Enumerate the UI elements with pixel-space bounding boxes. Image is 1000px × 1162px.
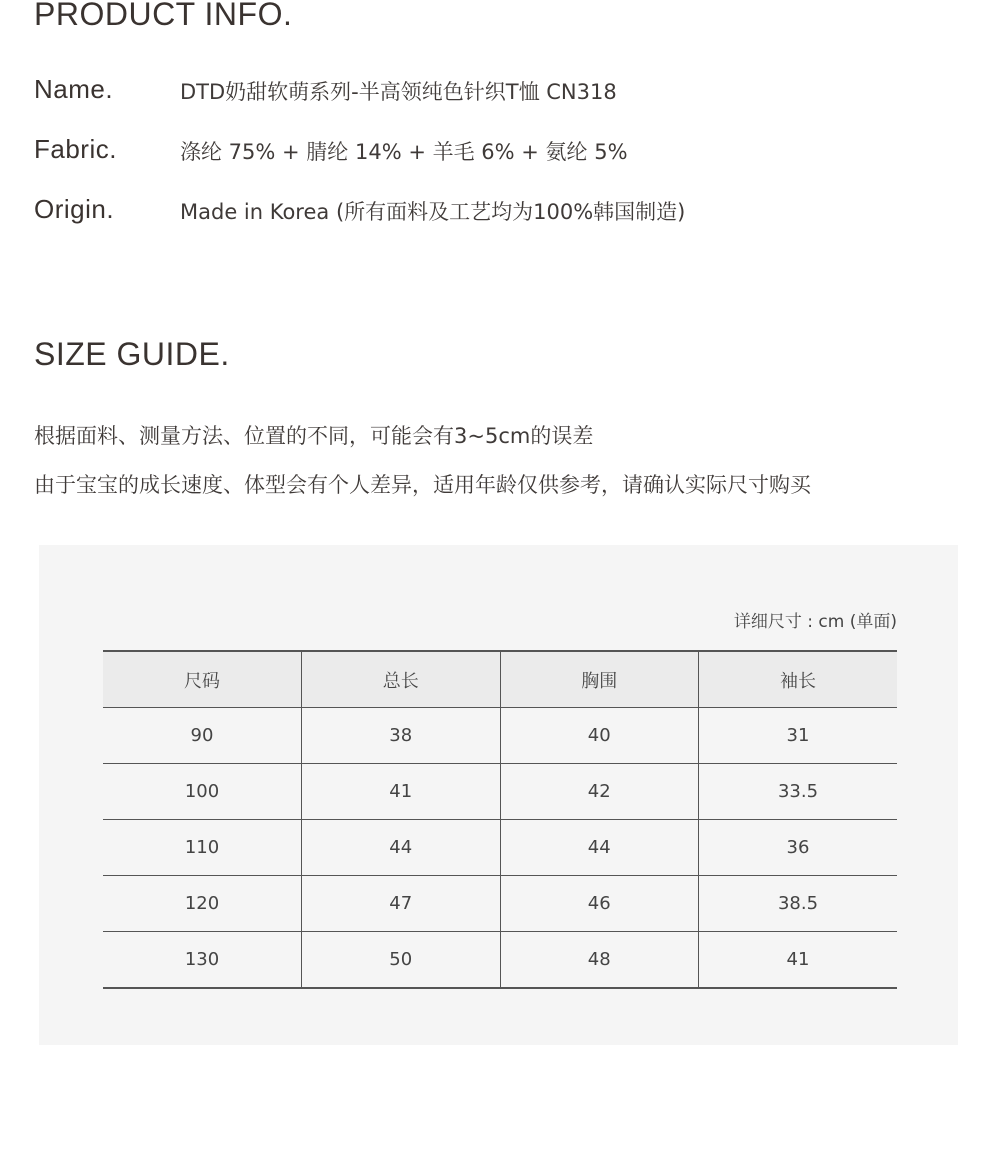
info-value-fabric: 涤纶 75% + 腈纶 14% + 羊毛 6% + 氨纶 5% xyxy=(180,140,628,164)
size-guide-title: SIZE GUIDE. xyxy=(34,336,230,372)
info-row-name xyxy=(34,74,934,114)
size-table-panel xyxy=(39,545,958,1045)
cell-length: 47 xyxy=(302,876,501,932)
cell-length: 38 xyxy=(302,708,501,764)
cell-length: 50 xyxy=(302,932,501,989)
cell-sleeve: 38.5 xyxy=(699,876,898,932)
header-chest: 胸围 xyxy=(500,651,699,708)
info-row-origin xyxy=(34,194,934,234)
cell-sleeve: 36 xyxy=(699,820,898,876)
cell-sleeve: 31 xyxy=(699,708,898,764)
cell-chest: 42 xyxy=(500,764,699,820)
cell-chest: 44 xyxy=(500,820,699,876)
header-sleeve: 袖长 xyxy=(699,651,898,708)
info-value-origin: Made in Korea (所有面料及工艺均为100%韩国制造) xyxy=(180,200,686,224)
info-label-fabric: Fabric. xyxy=(34,134,117,164)
unit-note: 详细尺寸 : cm (单面) xyxy=(733,612,897,632)
cell-length: 44 xyxy=(302,820,501,876)
cell-chest: 46 xyxy=(500,876,699,932)
table-row xyxy=(103,764,897,820)
size-note: 根据面料、测量方法、位置的不同，可能会有3~5cm的误差 xyxy=(34,424,594,448)
info-row-fabric xyxy=(34,134,934,174)
table-header-row xyxy=(103,651,897,708)
info-value-name: DTD奶甜软萌系列-半高领纯色针织T恤 CN318 xyxy=(180,80,617,104)
info-label-name: Name. xyxy=(34,74,114,104)
cell-size: 110 xyxy=(103,820,302,876)
cell-size: 130 xyxy=(103,932,302,989)
cell-sleeve: 33.5 xyxy=(699,764,898,820)
size-note: 由于宝宝的成长速度、体型会有个人差异，适用年龄仅供参考，请确认实际尺寸购买 xyxy=(34,473,811,497)
header-length: 总长 xyxy=(302,651,501,708)
info-label-origin: Origin. xyxy=(34,194,115,224)
size-table xyxy=(103,650,897,989)
cell-length: 41 xyxy=(302,764,501,820)
table-row xyxy=(103,932,897,989)
cell-chest: 48 xyxy=(500,932,699,989)
cell-size: 100 xyxy=(103,764,302,820)
table-row xyxy=(103,708,897,764)
product-info-title: PRODUCT INFO. xyxy=(34,0,293,32)
cell-size: 90 xyxy=(103,708,302,764)
cell-chest: 40 xyxy=(500,708,699,764)
cell-sleeve: 41 xyxy=(699,932,898,989)
table-row xyxy=(103,820,897,876)
header-size: 尺码 xyxy=(103,651,302,708)
table-row xyxy=(103,876,897,932)
cell-size: 120 xyxy=(103,876,302,932)
